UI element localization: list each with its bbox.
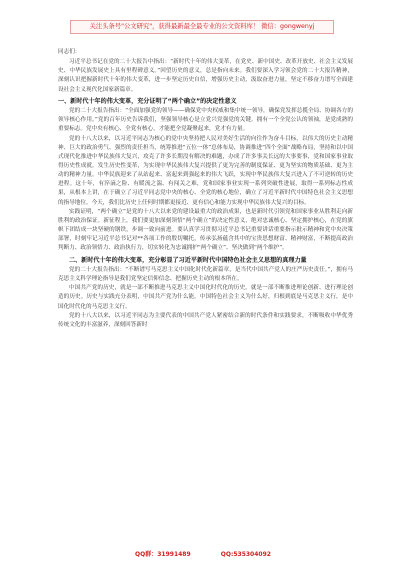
body-paragraph: 党的二十大报告指出：“不断谱写马克思主义中国化时代化新篇章，是当代中国共产党人的庄严历史责任。”，拥有马克思主义科学理论指导是我们党坚定信仰信念、把握历史主动的根本所在。 bbox=[58, 266, 353, 283]
qq-number-text: QQ:535304092 bbox=[220, 551, 271, 558]
contact-footer bbox=[88, 550, 318, 560]
promo-banner: 关注头条号"公文研究"，获得最新最全最专业的公文资料库！ 微信：gongwenyj bbox=[70, 20, 334, 34]
section-heading: 二、新时代十年的伟大变革，充分彰显了习近平新时代中国特色社会主义思想的真理力量 bbox=[69, 256, 307, 264]
body-paragraph: 党的十八大以来，以习近平同志为主要代表的中国共产党人紧密结合新的时代条件和实践要求，不断吸收中华优秀传统文化的丰富滋养，深刻回答新时 bbox=[58, 312, 353, 328]
greeting: 同志们： bbox=[58, 49, 81, 55]
body-paragraph: 党的十八大以来，以习近平同志为核心的党中央坚持把人民对美好生活的向往作为奋斗目标，以伟大的历史主动精神、巨大的政治勇气、强烈的责任担当，统筹推进“五位一体”总体布局，协调推进“四个全面”战略布局，坚持和以中国式现代化推进中华民族伟大复兴，攻克了许多长期没有解决的难题，办成了许多事关长远的大事要事，党和国家事业取得历史性成就。发生历史性变革，为实现中华民族伟大复兴提供了更为完善的制度保证、更为坚实的物质基础、更为主动的精神力量。中华民族迎来了从站起来、富起来到强起来的伟大飞跃，实现中华民族伟大复兴进入了不可逆转的历史进程。这十年，有淬滴之险、有暖流之湍、有闯关之难，党和国家事业实现一系列突破性进展，取得一系列标志性成果，从根本上讲，在于确立了习近平同志党中央的核心、全党的核心地位，确立了习近平新时代中国特色社会主义思想的指导地位。今天，我们比历史上任何时期都更接近、更有信心和能力实现中华民族伟大复兴的目标。 bbox=[58, 135, 353, 206]
paragraph-list bbox=[58, 58, 353, 330]
body-paragraph: 实践证明，“两个确立”是党的十八大以来党的建设最重大的政治成果，也是新时代引领党和国家事业从胜利走向新胜利的政治保证。新征程上，我们要更加深刻领悟“两个确立”的决定性意义，绝对忠诚核心、坚定拥护核心，在党的旗帜下团结成一块坚硬的钢铁，步调一致向前进。要认真学习贯彻习近平总书记重要讲话重要指示批示精神和党中央决策部署，时刻牢记习近平总书记对**各项工作的殷切嘱托，传承弘扬蕴含其中的宝贵思想财富、精神财富，不断提高政治判断力、政治领悟力、政治执行力，切实转化为忠诚拥护“两个确立”、坚决做到“两个维护”。 bbox=[58, 208, 353, 252]
section-heading: 一、新时代十年的伟大变革，充分证明了“两个确立”的决定性意义 bbox=[58, 97, 237, 105]
body-paragraph: 党的二十大报告指出：“全面加强党的领导——确保党中央权威和集中统一领导，确保党发挥总揽全局、协调各方的领导核心作用。”党的百年历史告诉我们，坚强领导核心是立党兴党强党的关键。拥有一个全党公认的领袖，是党成熟的重要标志。党中央有核心、全党有核心，才能把全党凝聚起来，党才有力量。 bbox=[58, 108, 353, 133]
document-body bbox=[58, 48, 353, 330]
body-paragraph: 习近平总书记在党的二十大报告中指出：“新时代十年的伟大变革，在党史、新中国史、改革开放史、社会主义发展史、中华民族发展史上具有里程碑意义。”回望历史的意义，总是指向未来。我们要深入学习领会党的二十大报告精神，深刻认识把握新时代十年的伟大变革，进一步坚定历史自信，增强历史主动，汲取奋进力量，坚定不移奋力谱写全面建设社会主义现代化国家新篇章。 bbox=[58, 59, 353, 93]
body-paragraph: 中国共产党的历史，就是一部不断推进马克思主义中国化时代化的历史，就是一部不断推进理论创新、进行理论创造的历史。历史与实践充分表明，中国共产党为什么能，中国特色社会主义为什么好，归根到底是马克思主义行，是中国化时代化的马克思主义行。 bbox=[58, 285, 353, 310]
qq-group-text: QQ群：31991489 bbox=[135, 551, 191, 558]
